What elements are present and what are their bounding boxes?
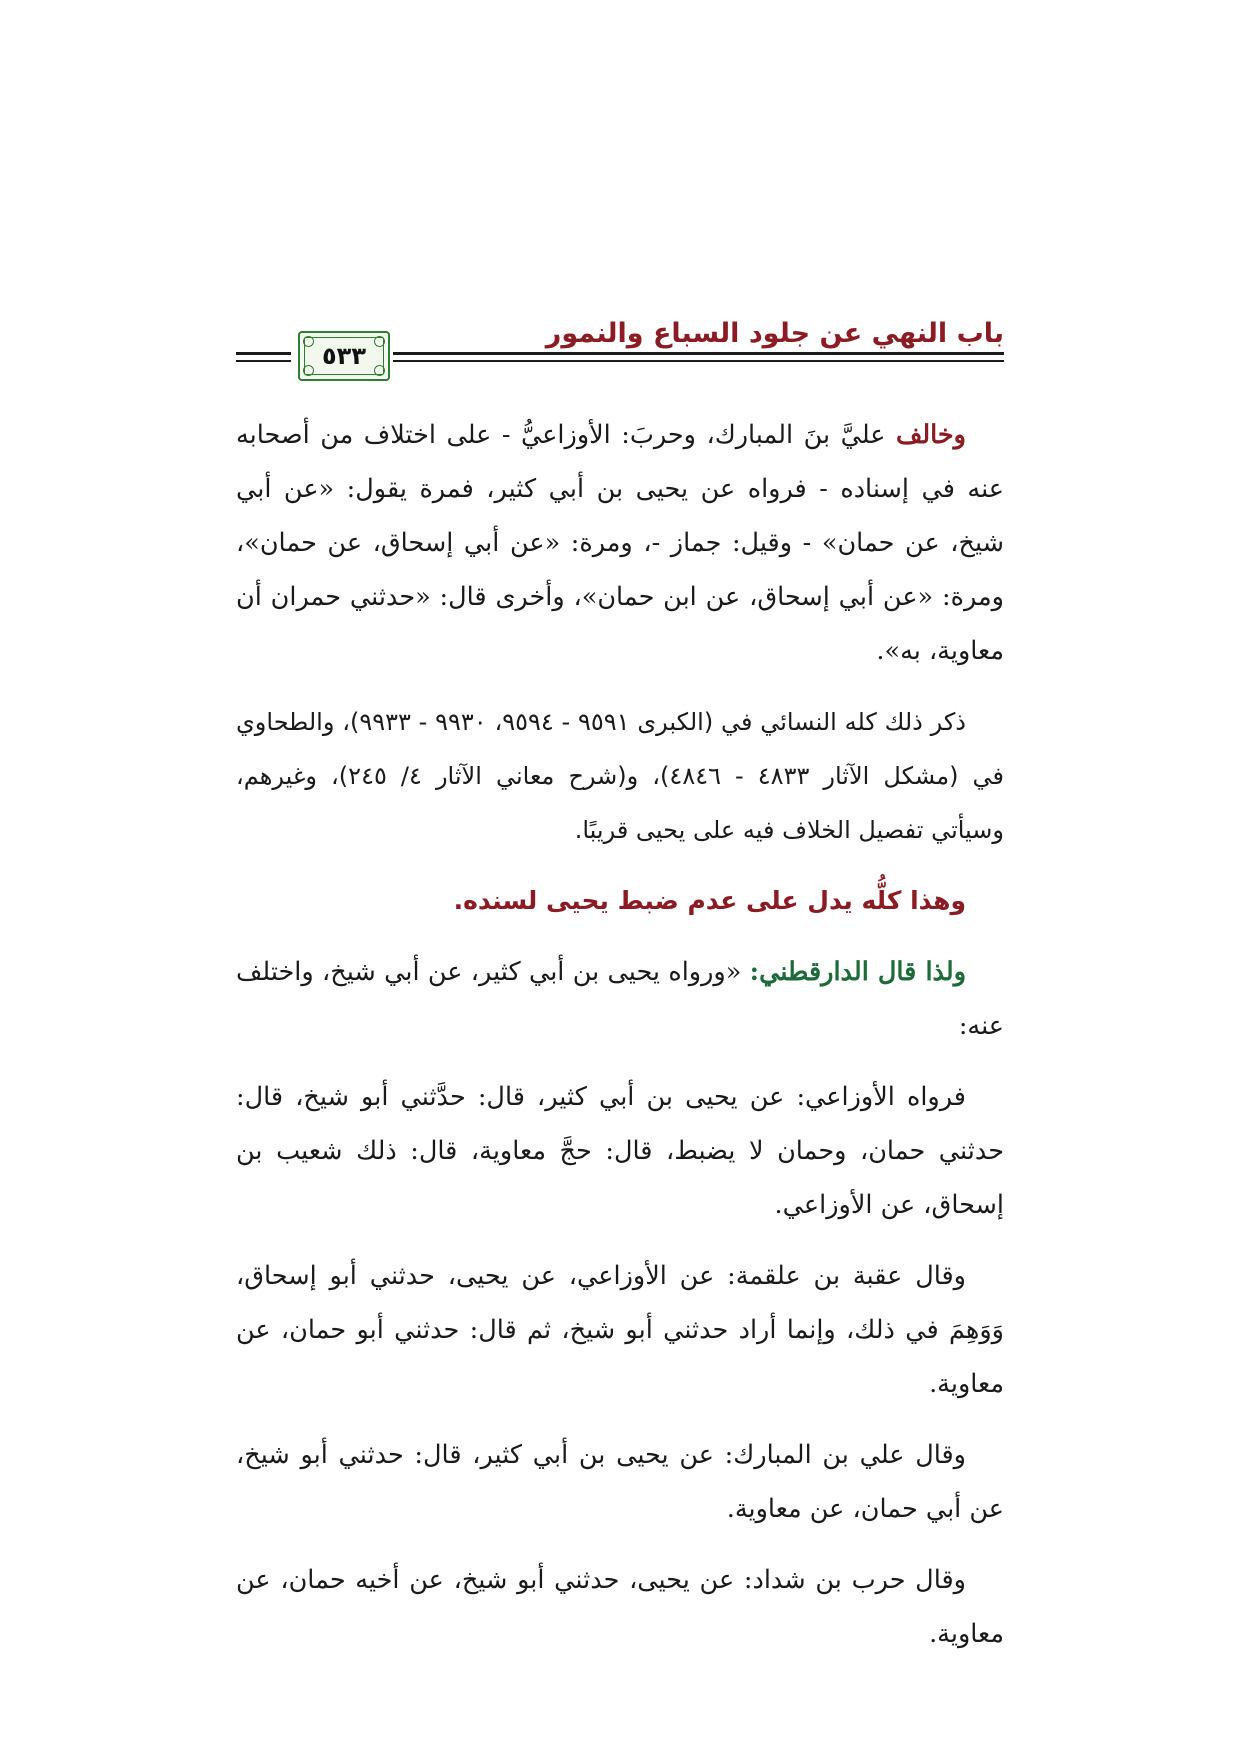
running-header (236, 318, 1004, 390)
paragraph-lead: وخالف (895, 420, 966, 450)
paragraph (236, 1070, 1004, 1232)
paragraph (236, 1428, 1004, 1536)
corner-ornament-icon (374, 365, 385, 376)
paragraph (236, 1249, 1004, 1411)
paragraph-text: فرواه الأوزاعي: عن يحيى بن أبي كثير، قال: حدَّثني أبو شيخ، قال: حدثني حمان، وحمان لا يضبط، قال: حجَّ معاوية، قال: ذلك شعيب بن إسحاق، عن الأوزاعي. (236, 1082, 1004, 1220)
paragraph (236, 408, 1004, 678)
paragraph-text: وهذا كلُّه يدل على عدم ضبط يحيى لسنده. (453, 886, 966, 915)
paragraph-text: وقال حرب بن شداد: عن يحيى، حدثني أبو شيخ، عن أخيه حمان، عن معاوية. (236, 1565, 1004, 1649)
emphasis-line (236, 874, 1004, 928)
paragraph (236, 945, 1004, 1053)
paragraph-lead: ولذا قال الدارقطني: (749, 957, 967, 987)
chapter-title: باب النهي عن جلود السباع والنمور (545, 318, 1004, 349)
page-body (236, 408, 1004, 1678)
corner-ornament-icon (303, 336, 314, 347)
paragraph-text: وقال عقبة بن علقمة: عن الأوزاعي، عن يحيى، حدثني أبو إسحاق، وَوَهِمَ في ذلك، وإنما أراد حدثني أبو شيخ، ثم قال: حدثني أبو حمان، عن معاوية. (236, 1261, 1004, 1399)
corner-ornament-icon (303, 365, 314, 376)
header-rule-right-lower (393, 360, 1004, 362)
header-rule-left-lower (236, 360, 291, 362)
paragraph-text: وقال علي بن المبارك: عن يحيى بن أبي كثير، قال: حدثني أبو شيخ، عن أبي حمان، عن معاوية. (236, 1440, 1004, 1524)
header-rule-right-upper (393, 352, 1004, 355)
header-rule-left-upper (236, 352, 291, 355)
paragraph (236, 1553, 1004, 1661)
paragraph (236, 695, 1004, 857)
page-number-badge (298, 331, 390, 381)
paragraph-text: ذكر ذلك كله النسائي في (الكبرى ٩٥٩١ - ٩٥٩٤، ٩٩٣٠ - ٩٩٣٣)، والطحاوي في (مشكل الآثار ٤٨٣٣ - ٤٨٤٦)، و(شرح معاني الآثار ٤/ ٢٤٥)، وغيرهم، وسيأتي تفصيل الخلاف فيه على يحيى قريبًا. (236, 708, 1005, 844)
page-number: ٥٣٣ (322, 342, 366, 370)
paragraph-text: عليَّ بنَ المبارك، وحربَ: الأوزاعيُّ - على اختلاف من أصحابه عنه في إسناده - فرواه عن يحيى بن أبي كثير، فمرة يقول: «عن أبي شيخ، عن حمان» - وقيل: جماز -، ومرة: «عن أبي إسحاق، عن حمان»، ومرة: «عن أبي إسحاق، عن ابن حمان»، وأخرى قال: «حدثني حمران أن معاوية، به». (236, 420, 1004, 666)
paragraph-text: «ورواه يحيى بن أبي كثير، عن أبي شيخ، واختلف عنه: (236, 957, 1004, 1041)
corner-ornament-icon (374, 336, 385, 347)
